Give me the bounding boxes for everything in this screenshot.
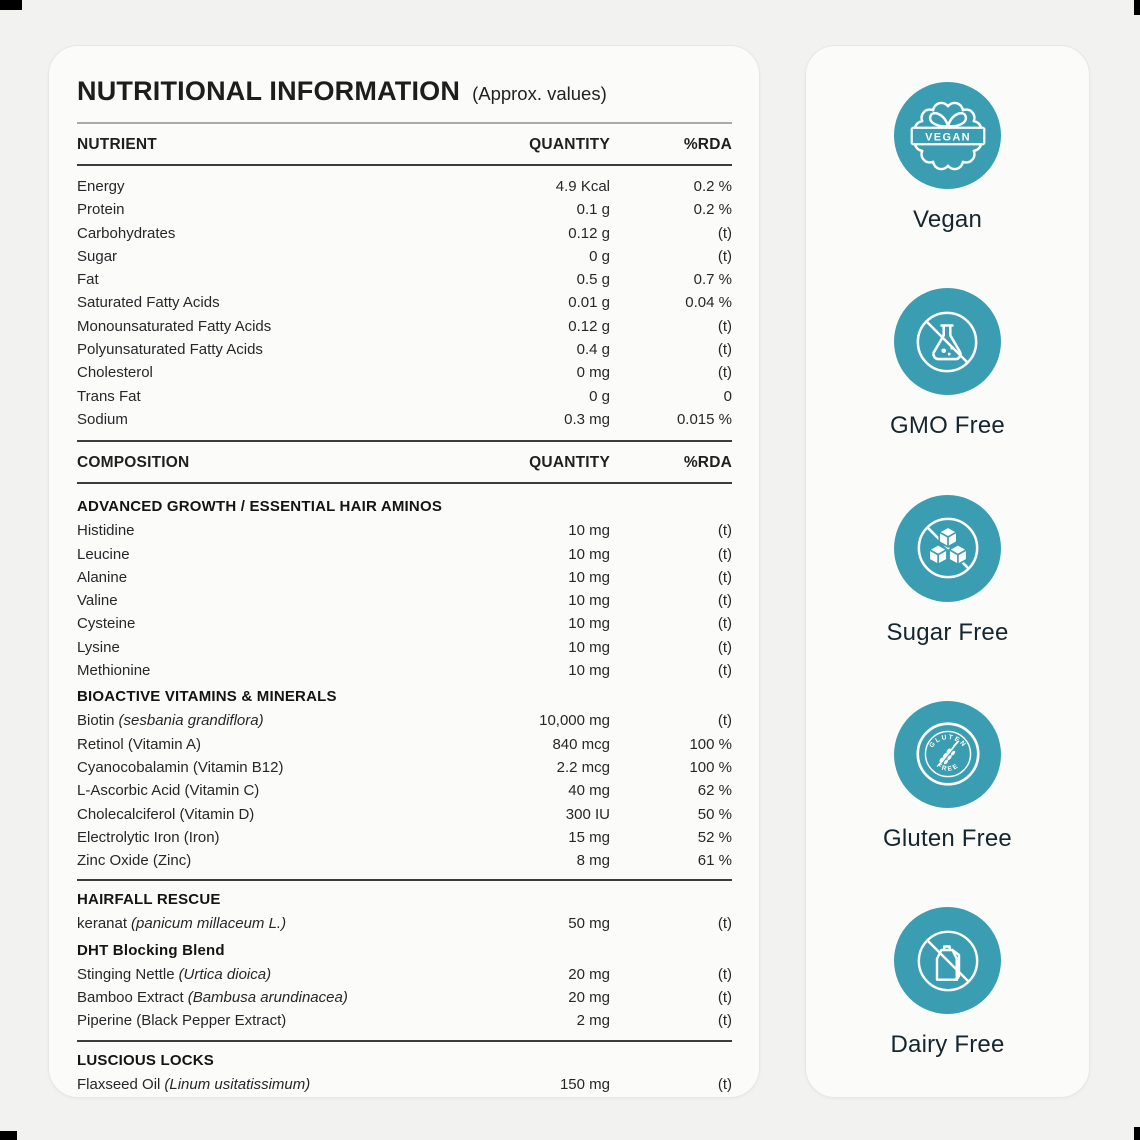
row-rda: (t) [717,224,732,242]
table-row [77,636,732,659]
row-nutrient [77,709,455,732]
crop-mark [0,1131,17,1140]
row-name-text: Cyanocobalamin (Vitamin B12) [77,758,284,776]
badge-label: Gluten Free [883,824,1012,852]
row-nutrient [77,198,455,221]
row-name-text: Retinol (Vitamin A) [77,735,201,753]
row-name-text: Flaxseed Oil [77,1075,161,1093]
row-nutrient [77,756,455,779]
table-row [77,779,732,802]
row-latin-text: (panicum millaceum L.) [131,915,287,933]
badge-vegan [894,82,1001,234]
table-row [77,408,732,431]
table-row [77,826,732,849]
row-rda: (t) [717,712,732,730]
row-rda: 50 % [697,805,732,823]
table-row [77,963,732,986]
section-divider [77,1040,732,1042]
row-rda: 0.04 % [685,294,732,312]
row-nutrient [77,268,455,291]
badge-gmo-free [890,288,1005,440]
row-name-text: Lysine [77,638,120,656]
row-rda: (t) [717,638,732,656]
row-quantity: 40 mg [568,782,610,800]
table-row [77,222,732,245]
row-quantity: 0.12 g [568,224,610,242]
section-heading: HAIRFALL RESCUE [77,891,221,909]
row-nutrient [77,659,455,682]
composition-rows [77,484,732,1096]
no-sugar-cubes-icon [894,495,1001,602]
row-nutrient [77,175,455,198]
table-row [77,543,732,566]
row-quantity: 10 mg [568,615,610,633]
row-quantity: 300 IU [565,805,610,823]
row-name-text: Saturated Fatty Acids [77,294,220,312]
row-nutrient [77,912,455,935]
row-quantity: 2 mg [576,1012,610,1030]
row-name-text: Monounsaturated Fatty Acids [77,317,272,335]
table-row [77,803,732,826]
row-nutrient [77,338,455,361]
table-row [77,612,732,635]
row-quantity: 10,000 mg [539,712,610,730]
row-rda: (t) [717,341,732,359]
row-quantity: 10 mg [568,545,610,563]
table-row [77,385,732,408]
badges-panel [805,45,1090,1098]
gluten-seal-text-bottom: FREE [934,762,961,774]
row-rda: (t) [717,247,732,265]
row-quantity: 0.01 g [568,294,610,312]
row-rda: 100 % [689,735,732,753]
row-nutrient [77,385,455,408]
col-header-quantity: QUANTITY [529,136,610,153]
row-name-text: Polyunsaturated Fatty Acids [77,341,263,359]
row-latin-text: (Linum usitatissimum) [164,1075,311,1093]
row-nutrient [77,849,455,872]
col-header-quantity: QUANTITY [529,454,610,472]
row-nutrient [77,779,455,802]
row-name-text: Bamboo Extract [77,989,184,1007]
row-nutrient [77,408,455,431]
row-name-text: Carbohydrates [77,224,176,242]
row-rda: 52 % [697,828,732,846]
row-rda: (t) [717,662,732,680]
row-nutrient [77,245,455,268]
row-name-text: Alanine [77,568,128,586]
section-heading: LUSCIOUS LOCKS [77,1051,214,1069]
crop-mark [1134,1127,1140,1140]
col-header-nutrient: NUTRIENT [77,136,157,153]
row-rda: 62 % [697,782,732,800]
table-row [77,198,732,221]
badge-sugar-free [886,495,1008,647]
row-quantity: 0.5 g [576,271,610,289]
row-quantity: 2.2 mcg [556,758,610,776]
composition-table-header [77,442,732,482]
row-name-text: Cholecalciferol (Vitamin D) [77,805,255,823]
row-nutrient [77,519,455,542]
row-nutrient [77,543,455,566]
section-heading: DHT Blocking Blend [77,941,225,959]
row-name-text: Zinc Oxide (Zinc) [77,852,192,870]
row-rda: (t) [717,615,732,633]
table-row [77,1073,732,1096]
row-name-text: Cysteine [77,615,136,633]
row-latin-text: (Bambusa arundinacea) [187,989,348,1007]
nutrient-table-header [77,124,732,164]
row-rda: (t) [717,568,732,586]
col-header-rda: %RDA [683,454,732,472]
row-rda: 61 % [697,852,732,870]
row-rda: 0.015 % [676,410,732,428]
row-quantity: 20 mg [568,989,610,1007]
col-header-rda: %RDA [683,136,732,153]
table-row [77,315,732,338]
row-quantity: 50 mg [568,915,610,933]
row-nutrient [77,222,455,245]
row-name-text: Electrolytic Iron (Iron) [77,828,220,846]
vegan-seal-icon [894,82,1001,189]
row-rda: 0.2 % [693,178,732,195]
svg-text:FREE [935,762,961,773]
row-name-text: Piperine (Black Pepper Extract) [77,1012,287,1030]
row-rda: 0.7 % [693,271,732,289]
table-row [77,338,732,361]
row-latin-text: (Urtica dioica) [178,965,272,983]
no-gmo-flask-icon [894,288,1001,395]
row-rda: (t) [717,1075,732,1093]
row-latin-text: (sesbania grandiflora) [118,712,264,730]
row-quantity: 0 g [589,247,610,265]
badge-dairy-free [890,907,1004,1059]
no-dairy-carton-icon [894,907,1001,1014]
row-name-text: Protein [77,201,125,219]
table-row [77,245,732,268]
row-name-text: Sugar [77,247,118,265]
row-name-text: keranat [77,915,128,933]
badge-label: Dairy Free [890,1031,1005,1058]
row-rda: (t) [717,1012,732,1030]
nutrition-panel [48,45,760,1098]
row-name-text: Biotin [77,712,115,730]
nutrition-header [77,76,732,106]
row-nutrient [77,315,455,338]
row-nutrient [77,1009,455,1032]
row-rda: (t) [717,545,732,563]
nutrient-rows [77,166,732,440]
row-name-text: Histidine [77,522,135,540]
row-rda: 100 % [689,758,732,776]
crop-mark [1134,0,1140,15]
row-nutrient [77,1073,455,1096]
row-rda: (t) [717,317,732,335]
row-rda: (t) [717,522,732,540]
table-row [77,756,732,779]
row-name-text: Stinging Nettle [77,965,175,983]
vegan-seal-text: VEGAN [924,130,971,143]
row-nutrient [77,566,455,589]
gluten-free-wheat-icon [894,701,1001,808]
row-quantity: 10 mg [568,522,610,540]
page-subtitle: (Approx. values) [472,83,607,104]
row-rda: (t) [717,965,732,983]
crop-mark [0,0,22,10]
row-quantity: 0 mg [576,364,610,382]
row-name-text: Methionine [77,662,151,680]
row-quantity: 8 mg [576,852,610,870]
table-row [77,175,732,198]
row-rda: 0 [723,387,732,405]
row-name-text: Cholesterol [77,364,153,382]
badge-label: GMO Free [890,412,1005,440]
table-row [77,659,732,682]
table-row [77,361,732,384]
row-nutrient [77,589,455,612]
row-rda: (t) [717,364,732,382]
row-quantity: 0.12 g [568,317,610,335]
row-rda: (t) [717,592,732,610]
row-nutrient [77,612,455,635]
row-name-text: Energy [77,178,125,195]
row-nutrient [77,291,455,314]
row-nutrient [77,733,455,756]
row-quantity: 0 g [589,387,610,405]
section-heading: BIOACTIVE VITAMINS & MINERALS [77,688,337,706]
row-name-text: Leucine [77,545,130,563]
row-quantity: 10 mg [568,638,610,656]
table-row [77,589,732,612]
table-row [77,268,732,291]
table-row [77,566,732,589]
page-title: NUTRITIONAL INFORMATION [77,76,461,106]
row-quantity: 10 mg [568,568,610,586]
table-row [77,733,732,756]
badge-gluten-free [883,701,1012,853]
row-quantity: 150 mg [559,1075,610,1093]
row-nutrient [77,636,455,659]
row-quantity: 4.9 Kcal [555,178,610,195]
table-row [77,912,732,935]
row-rda: (t) [717,989,732,1007]
row-name-text: L-Ascorbic Acid (Vitamin C) [77,782,260,800]
badge-label: Vegan [912,206,983,233]
table-row [77,709,732,732]
row-name-text: Trans Fat [77,387,141,405]
row-quantity: 0.4 g [576,341,610,359]
table-row [77,849,732,872]
row-rda: (t) [717,915,732,933]
row-quantity: 20 mg [568,965,610,983]
row-quantity: 15 mg [568,828,610,846]
col-header-composition: COMPOSITION [77,454,190,472]
row-name-text: Valine [77,592,118,610]
row-quantity: 840 mcg [552,735,610,753]
gluten-seal-text-top: GLUTEN [927,734,968,750]
row-quantity: 10 mg [568,592,610,610]
row-quantity: 10 mg [568,662,610,680]
row-quantity: 0.3 mg [564,410,610,428]
table-row [77,519,732,542]
table-row [77,986,732,1009]
row-name-text: Sodium [77,410,128,428]
table-row [77,291,732,314]
row-nutrient [77,361,455,384]
row-nutrient [77,986,455,1009]
row-quantity: 0.1 g [576,201,610,219]
row-nutrient [77,803,455,826]
row-name-text: Fat [77,271,99,289]
section-heading: ADVANCED GROWTH / ESSENTIAL HAIR AMINOS [77,498,443,516]
row-nutrient [77,963,455,986]
badge-label: Sugar Free [886,618,1009,646]
section-divider [77,879,732,881]
row-rda: 0.2 % [693,201,732,219]
table-row [77,1009,732,1032]
row-nutrient [77,826,455,849]
